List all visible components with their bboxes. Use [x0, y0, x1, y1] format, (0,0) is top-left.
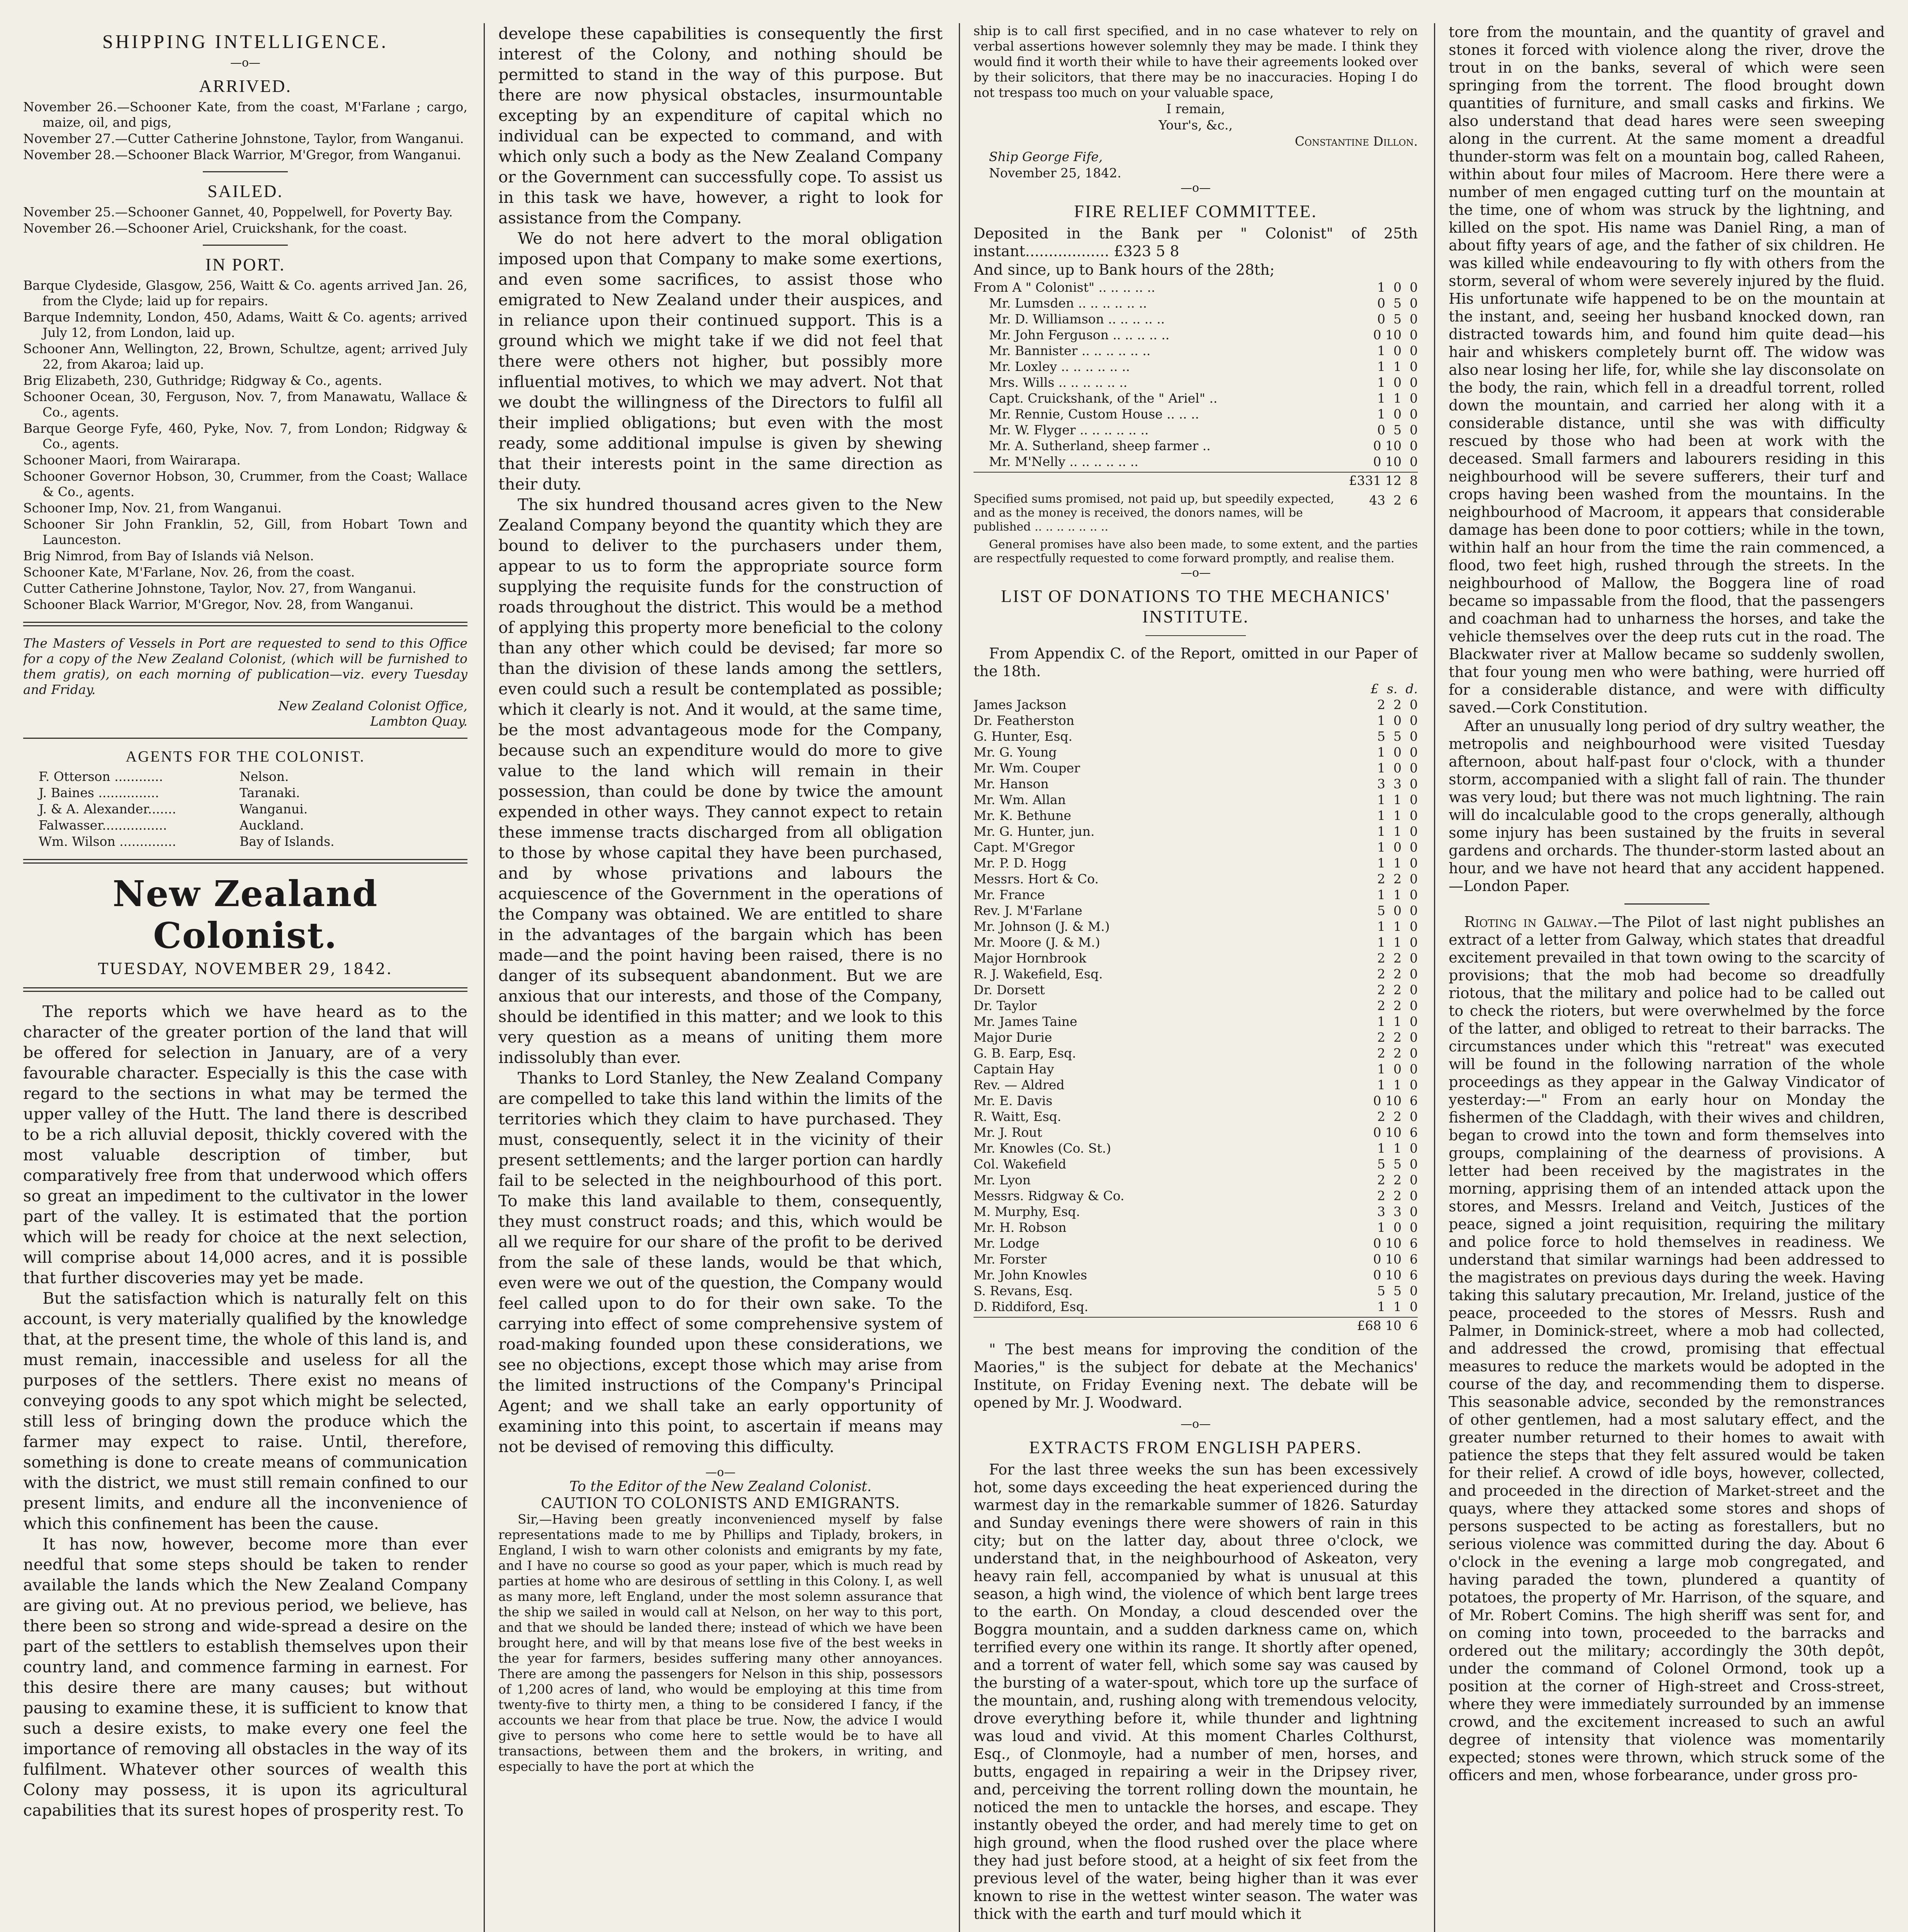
ledger-amount: 0 10 6: [1373, 1267, 1418, 1282]
ledger-name: Messrs. Ridgway & Co.: [974, 1188, 1125, 1203]
ledger-amount: 2 2 0: [1377, 1172, 1418, 1187]
double-rule: [23, 987, 467, 992]
ledger-name: Mr. Bannister .. .. .. .. .. ..: [989, 343, 1151, 358]
ledger-row: [974, 839, 1418, 855]
ledger-name: Mr. Forster: [974, 1252, 1047, 1267]
ledger-row: [974, 311, 1418, 327]
ledger-amount: 1 0 0: [1377, 280, 1418, 295]
ledger-amount: 2 2 0: [1377, 871, 1418, 886]
ledger-head: £ s. d.: [1371, 681, 1418, 696]
ledger-amount: 1 1 0: [1377, 919, 1418, 934]
ledger-row: [974, 422, 1418, 438]
ledger-name: Mr. J. Rout: [974, 1125, 1042, 1140]
ledger-row: [974, 1077, 1418, 1093]
ledger-row: [974, 950, 1418, 966]
column-3: [974, 23, 1418, 1932]
ledger-row: [974, 492, 1418, 534]
letter-close: I remain,: [1166, 101, 1225, 116]
agent-place: Nelson.: [240, 769, 289, 784]
ledger-name: Mrs. Wills .. .. .. .. .. ..: [989, 375, 1128, 390]
fire-deposited: Deposited in the Bank per " Colonist" of 25th instant.................. £323 5 8: [974, 225, 1418, 260]
rioting-body: The Pilot of last night publishes an extract of a letter from Galway, which states that dreadful excitement prevailed in that town owing to the scarcity of provisions; that the mob had become so dreadfully riotous, that the military and police had to be called out to check the rioters, but were overwhelmed by the force of the latter, and obliged to retreat to their barracks. The circumstances under which this "retreat" was executed will be found in the following narration of the whole proceedings as they appear in the Galway Vindicator of yesterday:—" From an early hour on Monday the fishermen of the Claddagh, with their wives and children, began to crowd into the town and form themselves into groups, complaining of the dearness of provisions. A letter had been received by the magistrates in the morning, apprising them of an intended attack upon the stores, and Messrs. Ireland and Veitch, Justices of the peace, signed a joint requisition, requiring the military and police force to hold themselves in readiness. We understand that similar warnings had been addressed to the magistrates on previous days during the week. Having taking this salutary precaution, Mr. Ireland, justice of the peace, proceeded to the stores of Messrs. Rush and Palmer, in Dominick-street, where a mob had collected, and addressed the crowd, promising that effectual measures to reduce the markets would be adopted in the course of the day, and recommending them to disperse. This seasonable advice, seconded by the remonstrances of other gentlemen, had a most salutary effect, and the greater number returned to their homes to await with patience the steps that they felt assured would be taken for their relief. A crowd of idle boys, however, collected, and proceeded in the direction of Market-street and the quays, where they attacked some stores and shops of persons suspected to be acting as forestallers, but no serious violence was committed during the day. About 6 o'clock in the evening a large mob congregated, and having paraded the town, plundered a quantity of potatoes, the property of Mr. Harrison, of the square, and of Mr. Robert Comins. The high sheriff was sent for, and on coming into town, proceeded to the barracks and ordered out the military; accordingly the 30th depôt, under the command of Colonel Ormond, took up a position at the corner of High-street and Cross-street, where they were immediately surrounded by an immense crowd, and the excitement increased to such an awful degree of intensity that violence was momentarily expected; stones were thrown, which struck some of the officers and men, whose forbearance, under gross pro-: [1449, 913, 1885, 1784]
ledger-name: Mr. John Ferguson .. .. .. .. ..: [989, 327, 1170, 342]
ledger-amount: 0 10 0: [1373, 327, 1418, 342]
ledger-row: [974, 1061, 1418, 1077]
ledger-row: [974, 728, 1418, 744]
ledger-amount: 1 0 0: [1377, 406, 1418, 422]
ledger-name: Dr. Dorsett: [974, 982, 1045, 997]
ledger-name: Rev. J. M'Farlane: [974, 903, 1082, 918]
ledger-row: [974, 406, 1418, 422]
mech-ledger: [974, 681, 1418, 1333]
ledger-row: [974, 1109, 1418, 1124]
double-rule: [23, 859, 467, 864]
ledger-amount: 1 1 0: [1377, 808, 1418, 823]
ledger-name: Mr. D. Williamson .. .. .. .. ..: [989, 311, 1165, 327]
ledger-row: [974, 792, 1418, 808]
ledger-row: [974, 295, 1418, 311]
ledger-row: [974, 1235, 1418, 1251]
ledger-name: Mr. James Taine: [974, 1014, 1077, 1029]
inport-item: Schooner Ocean, 30, Ferguson, Nov. 7, from Manawatu, Wallace & Co., agents.: [23, 389, 467, 420]
editorial-paragraph: develope these capabilities is consequently the first interest of the Colony, and nothing should be permitted to stand in the way of this purpose. But there are now physical obstacles, insurmountable excepting by an expenditure of capital which no individual can be expected to command, and with which only such a body as the New Zealand Company or the Government can successfully cope. To assist us in this task we have, however, a right to look for assistance from the Company.: [498, 24, 943, 227]
ledger-row: [974, 713, 1418, 728]
ledger-amount: 2 2 0: [1377, 1030, 1418, 1045]
ledger-name: Major Hornbrook: [974, 951, 1087, 966]
agents-title: AGENTS FOR THE COLONIST.: [126, 748, 365, 765]
ledger-name: Mr. G. Hunter, jun.: [974, 824, 1095, 839]
ledger-row: [974, 1014, 1418, 1029]
ledger-name: Mr. A. Sutherland, sheep farmer ..: [989, 438, 1211, 453]
ledger-row: [974, 903, 1418, 918]
mech-title: LIST OF DONATIONS TO THE MECHANICS' INSTITUTE.: [1001, 586, 1391, 626]
ledger-name: Mr. K. Bethune: [974, 808, 1071, 823]
ledger-name: James Jackson: [974, 697, 1067, 712]
ledger-row: [974, 887, 1418, 903]
letter-close: Your's, &c.,: [1159, 117, 1233, 133]
sailed-item: November 25.—Schooner Gannet, 40, Poppelwell, for Poverty Bay.: [23, 204, 453, 219]
ledger-amount: 0 5 0: [1377, 296, 1418, 311]
ledger-row: [974, 1156, 1418, 1172]
column-rule: [484, 23, 485, 1932]
inport-item: Schooner Governor Hobson, 30, Crummer, from the Coast; Wallace & Co., agents.: [23, 469, 467, 499]
ledger-total: £68 10 6: [1357, 1318, 1418, 1333]
ledger-amount: 1 0 0: [1377, 1220, 1418, 1235]
ledger-amount: 1 1 0: [1377, 391, 1418, 406]
ledger-row: [974, 808, 1418, 823]
agent-name: Wm. Wilson ..............: [39, 834, 177, 849]
ornament: —o—: [1180, 1417, 1211, 1431]
ledger-head-row: [974, 681, 1418, 697]
ledger-amount: 2 2 0: [1377, 998, 1418, 1013]
arrived-item: November 27.—Cutter Catherine Johnstone, Taylor, from Wanganui.: [23, 131, 464, 146]
inport-item: Schooner Kate, M'Farlane, Nov. 26, from the coast.: [23, 565, 355, 580]
agent-place: Auckland.: [240, 818, 304, 833]
agent-row: [23, 801, 467, 817]
ledger-amount: 1 1 0: [1377, 359, 1418, 374]
ledger-row: [974, 760, 1418, 776]
ledger-name: Mr. M'Nelly .. .. .. .. .. ..: [989, 454, 1138, 469]
ledger-name: Mr. Lumsden .. .. .. .. .. ..: [989, 296, 1147, 311]
editorial-paragraph: The reports which we have heard as to the character of the greater portion of the land that will be offered for selection in January, are of a very favourable character. Especially is this the case with regard to the sections in what may be termed the upper valley of the Hutt. The land there is described to be a rich alluvial deposit, thickly covered with the most valuable description of timber, but comparatively free from that underwood which offers so great an impediment to the cultivator in the lower part of the valley. It is estimated that the portion which will be ready for choice at the next selection, will comprise about 14,000 acres, and it is possible that further discoveries may yet be made.: [23, 1002, 467, 1287]
editorial-paragraph: But the satisfaction which is naturally felt on this account, is very materially qualified by the knowledge that, at the present time, the whole of this land is, and must remain, inaccessible and useless for all the purposes of the settlers. There exist no means of conveying goods to any spot which might be selected, still less of bringing down the produce which the farmer may expect to raise. Until, therefore, something is done to create means of communication with the district, we must still remain confined to our present limits, and endure all the inconvenience of which this confinement has been the cause.: [23, 1289, 467, 1533]
extracts-title: EXTRACTS FROM ENGLISH PAPERS.: [1029, 1437, 1363, 1457]
ledger-name: Mr. France: [974, 887, 1045, 902]
ledger-total: £331 12 8: [1349, 473, 1418, 488]
inport-item: Schooner Imp, Nov. 21, from Wanganui.: [23, 500, 282, 515]
agent-row: [23, 833, 467, 850]
inport-item: Schooner Maori, from Wairarapa.: [23, 452, 241, 468]
inport-item: Schooner Sir John Franklin, 52, Gill, from Hobart Town and Launceston.: [23, 517, 467, 547]
editorial-paragraph: We do not here advert to the moral obligation imposed upon that Company to make some exertions, and even some sacrifices, to assist those who emigrated to New Zealand under their auspices, and in reliance upon their continued support. This is a ground which we might take if we did not feel that there were others not higher, but possibly more influential motives, to which we may advert. Not that we doubt the willingness of the Directors to fulfil all their implied obligations; but even with the most ready, some additional impulse is given by shewing that their interests point in the same direction as their duty.: [498, 229, 943, 493]
mech-intro: From Appendix C. of the Report, omitted in our Paper of the 18th.: [974, 645, 1418, 680]
ledger-amount: 2 2 0: [1377, 1109, 1418, 1124]
column-2: [498, 23, 943, 1932]
letter-place: Ship George Fife,: [989, 149, 1103, 164]
ledger-row: [974, 1140, 1418, 1156]
ledger-name: Mr. Hanson: [974, 776, 1049, 791]
ledger-amount: 2 2 0: [1377, 1046, 1418, 1061]
ledger-amount: 1 1 0: [1377, 824, 1418, 839]
ledger-name: Mr. Rennie, Custom House .. .. ..: [989, 406, 1199, 422]
ledger-name: Mr. Loxley .. .. .. .. .. ..: [989, 359, 1130, 374]
inport-item: Schooner Black Warrior, M'Gregor, Nov. 28, from Wanganui.: [23, 597, 414, 612]
column-4: [1449, 23, 1885, 1932]
ledger-amount: 1 0 0: [1377, 343, 1418, 358]
fire-title: FIRE RELIEF COMMITTEE.: [1074, 201, 1317, 221]
column-rule: [1434, 23, 1435, 1932]
ledger-amount: 1 0 0: [1377, 713, 1418, 728]
inport-item: Cutter Catherine Johnstone, Taylor, Nov. 27, from Wanganui.: [23, 581, 416, 596]
ledger-name: Dr. Taylor: [974, 998, 1037, 1013]
ledger-row: [974, 1188, 1418, 1204]
letter-body: Sir,—Having been greatly inconvenienced myself by false representations made to me by Phillips and Tiplady, brokers, in England, I wish to warn other colonists and emigrants by my fate, and I have no course so good as your paper, which is much read by parties at home who are desirous of settling in this Colony. I, as well as many more, left England, under the most solemn assurance that the ship we sailed in would call at Nelson, on her way to this port, and that we should be landed there; instead of which we have been brought here, and will by that means lose five of the best weeks in the year for farmers, besides suffering many other annoyances. There are among the passengers for Nelson in this ship, possessors of 1,200 acres of land, who would be employing at this time from twenty-five to thirty men, a thing to be considered I fancy, if the accounts we hear from that place be true. Now, the advice I would give to persons who come here to settle would be to have all transactions, between them and the brokers, in writing, and especially to have the port at which the: [498, 1512, 943, 1774]
separator: [23, 738, 467, 739]
ledger-name: Dr. Featherston: [974, 713, 1075, 728]
ledger-row: [974, 343, 1418, 359]
ledger-name: G. Hunter, Esq.: [974, 729, 1073, 744]
ledger-amount: 1 1 0: [1377, 1141, 1418, 1156]
ledger-name: Mr. H. Robson: [974, 1220, 1067, 1235]
ledger-row: [974, 744, 1418, 760]
editorial-paragraph: The six hundred thousand acres given to the New Zealand Company beyond the quantity which they are bound to deliver to the purchasers under them, appear to us to form the appropriate source form supplying the requisite funds for the construction of roads throughout the district. This would be a method of applying this property more beneficial to the colony than any other which could be devised; far more so than the division of these lands among the settlers, even could such a result be contemplated as possible; which it clearly is not. And it would, at the same time, be the most advantageous mode for the Company, because such an expenditure would do more to give value to the land which will remain in their possession, than could be done by twice the amount expended in other ways. They cannot expect to retain these immense tracts discharged from all obligation to those by whose capital they have been purchased, and by whose privations and labours the acquiescence of the Government in the operations of the Company was obtained. We are entitled to share in the advantages of the bargain which has been made—and the point having been raised, there is no danger of its subsequent abandonment. But we are anxious that our interests, and those of the Company, should be identified in this matter; and we look to this very question as a means of uniting them more indissolubly than ever.: [498, 495, 943, 1067]
ledger-name: R. Waitt, Esq.: [974, 1109, 1062, 1124]
ledger-amount: 5 5 0: [1377, 1156, 1418, 1172]
ledger-name: Capt. M'Gregor: [974, 840, 1075, 855]
editorial-paragraph: It has now, however, become more than ever needful that some steps should be taken to render available the lands which the New Zealand Company are giving out. At no previous period, we believe, has there been so strong and wide-spread a desire on the part of the settlers to establish themselves upon their country land, and commence farming in earnest. For this desire there are many causes; but without pausing to examine these, it is sufficient to know that such a desire exists, to make every one feel the importance of removing all obstacles in the way of its fulfilment. Whatever other sources of wealth this Colony may possess, it is upon its agricultural capabilities that its surest hopes of prosperity rest. To: [23, 1534, 467, 1820]
ledger-row: [974, 776, 1418, 792]
arrived-item: November 28.—Schooner Black Warrior, M'Gregor, from Wanganui.: [23, 147, 461, 162]
separator: [1624, 903, 1709, 905]
ledger-amount: 0 10 0: [1373, 454, 1418, 469]
ledger-amount: 2 2 0: [1377, 1188, 1418, 1203]
double-rule: [23, 622, 467, 626]
agent-row: [23, 817, 467, 833]
ledger-amount: 1 0 0: [1377, 745, 1418, 760]
ledger-amount: 3 3 0: [1377, 1204, 1418, 1219]
extracts-paragraph: After an unusually long period of dry sultry weather, the metropolis and neighbourhood were visited Tuesday afternoon, about half-past four o'clock, with a thunder storm, accompanied with a slight fall of rain. The thunder was very loud; but there was not much lightning. The rain will do incalculable good to the crops generally, although some injury has been sustained by the fruits in several gardens and orchards. The thunder-storm lasted about an hour, and we have not heard that any accident happened.—London Paper.: [1449, 718, 1885, 895]
ledger-name: Mr. Johnson (J. & M.): [974, 919, 1110, 934]
agent-place: Taranaki.: [240, 785, 300, 800]
ledger-amount: 0 5 0: [1377, 311, 1418, 327]
mech-debate: " The best means for improving the condition of the Maories," is the subject for debate at the Mechanics' Institute, on Friday Evening next. The debate will be opened by Mr. J. Woodward.: [974, 1341, 1418, 1411]
ledger-amount: 2 2 0: [1377, 982, 1418, 997]
agent-row: [23, 769, 467, 785]
ledger-row: [974, 1219, 1418, 1235]
letter-continued: ship is to call first specified, and in no case whatever to rely on verbal assertions however solemnly they may be made. I think they would find it worth their while to have their agreements looked over by their solicitors, that there may be no inaccuracies. Hoping I do not trespass too much on your valuable space,: [974, 23, 1418, 100]
inport-item: Brig Nimrod, from Bay of Islands viâ Nelson.: [23, 548, 314, 563]
inport-item: Barque George Fyfe, 460, Pyke, Nov. 7, from London; Ridgway & Co., agents.: [23, 421, 467, 451]
ledger-row: [974, 1124, 1418, 1140]
ledger-amount: 1 0 0: [1377, 760, 1418, 776]
letter-signature: Constantine Dillon.: [1295, 134, 1418, 149]
ledger-name: Capt. Cruickshank, of the " Ariel" ..: [989, 391, 1218, 406]
ledger-row: [974, 1093, 1418, 1109]
ledger-name: G. B. Earp, Esq.: [974, 1046, 1076, 1061]
ledger-name: From A " Colonist" .. .. .. .. ..: [974, 280, 1155, 295]
masthead: New Zealand Colonist.: [112, 873, 378, 956]
ledger-amount: 1 1 0: [1377, 792, 1418, 807]
ledger-name: Captain Hay: [974, 1061, 1054, 1077]
agent-row: [23, 785, 467, 801]
ledger-name: Mr. Lyon: [974, 1172, 1031, 1187]
ledger-name: Mr. G. Young: [974, 745, 1057, 760]
arrived-item: November 26.—Schooner Kate, from the coast, M'Farlane ; cargo, maize, oil, and pigs,: [23, 99, 467, 130]
ledger-name: Rev. — Aldred: [974, 1077, 1065, 1092]
ledger-row: [974, 934, 1418, 950]
letter-title: CAUTION TO COLONISTS AND EMIGRANTS.: [541, 1495, 900, 1512]
extracts-body: For the last three weeks the sun has been excessively hot, some days exceeding the heat experienced during the warmest day in the remarkable summer of 1826. Saturday and Sunday evenings there were showers of rain in this city; but on the latter day, about three o'clock, we understand that, in the neighbourhood of Askeaton, very heavy rain fell, accompanied by what is unusual at this season, a high wind, the violence of which bent large trees to the earth. On Monday, a cloud descended over the Boggra mountain, and a sudden darkness came on, which terrified every one within its range. It shortly after opened, and a torrent of water fell, which some say was caused by the bursting of a water-spout, which tore up the surface of the mountain, and, rushing along with tremendous velocity, drove everything before it, while thunder and lightning was loud and vivid. At this moment Charles Colthurst, Esq., of Clonmoyle, had a number of men, horses, and butts, engaged in repairing a weir in the Dripsey river, and, perceiving the torrent rolling down the mountain, he noticed the men to untackle the horses, and escape. They instantly obeyed the order, and had merely time to get on high ground, when the flood rushed over the place where they had just before stood, at a height of six feet from the previous level of the water, being higher than it was ever known to rise in the wettest winter season. The water was thick with the earth and turf mould which it: [974, 1461, 1418, 1922]
ledger-row: [974, 359, 1418, 374]
ledger-row: [974, 871, 1418, 887]
fire-general: General promises have also been made, to some extent, and the parties are respectfully requested to come forward promptly, and realise them.: [974, 538, 1418, 565]
arrived-title: ARRIVED.: [199, 76, 292, 96]
ledger-amount: 1 1 0: [1377, 1014, 1418, 1029]
ledger-row: [974, 1045, 1418, 1061]
separator: [203, 245, 288, 246]
ledger-row: [974, 1251, 1418, 1267]
ledger-row: [974, 438, 1418, 454]
ledger-amount: 5 5 0: [1377, 729, 1418, 744]
ledger-row: [974, 327, 1418, 343]
newspaper-page: [23, 23, 1885, 1932]
ornament: —o—: [1180, 566, 1211, 580]
ledger-row: [974, 1299, 1418, 1315]
ledger-name: Major Durie: [974, 1030, 1052, 1045]
ledger-row: [974, 697, 1418, 713]
ledger-row: [974, 918, 1418, 934]
column-1: [23, 23, 467, 1932]
inport-title: IN PORT.: [205, 255, 285, 274]
ledger-amount: 5 5 0: [1377, 1283, 1418, 1298]
ledger-amount: 0 10 6: [1373, 1125, 1418, 1140]
ledger-amount: 1 0 0: [1377, 375, 1418, 390]
masters-notice: The Masters of Vessels in Port are requested to send to this Office for a copy of the New Zealand Colonist, (which will be furnished to them gratis), on each morning of publication—viz. every Tuesday and Friday.: [23, 636, 467, 697]
ledger-row: [974, 823, 1418, 839]
inport-item: Barque Clydeside, Glasgow, 256, Waitt & Co. agents arrived Jan. 26, from the Clyde; laid up for repairs.: [23, 278, 467, 308]
masters-signature: Lambton Quay.: [370, 714, 467, 729]
ledger-amount: 1 0 0: [1377, 840, 1418, 855]
masters-signature: New Zealand Colonist Office,: [278, 698, 467, 713]
ledger-row: [974, 1204, 1418, 1219]
ledger-amount: 2 2 0: [1377, 951, 1418, 966]
dateline: TUESDAY, NOVEMBER 29, 1842.: [98, 960, 393, 978]
ledger-amount: 3 3 0: [1377, 776, 1418, 791]
ledger-amount: 1 1 0: [1377, 1299, 1418, 1314]
ledger-name: Mr. Wm. Allan: [974, 792, 1066, 807]
agent-name: J. Baines ...............: [39, 785, 159, 800]
ledger-row: [974, 1283, 1418, 1299]
ledger-total-row: [974, 472, 1418, 488]
inport-item: Barque Indemnity, London, 450, Adams, Waitt & Co. agents; arrived July 12, from London, laid up.: [23, 310, 467, 340]
ledger-row: [974, 855, 1418, 871]
ledger-name: R. J. Wakefield, Esq.: [974, 966, 1103, 981]
separator: [203, 171, 288, 172]
rioting-heading: Rioting in Galway.—: [1464, 913, 1612, 930]
ledger-amount: 43 2 6: [1369, 493, 1418, 508]
ledger-name: S. Revans, Esq.: [974, 1283, 1073, 1298]
inport-item: Schooner Ann, Wellington, 22, Brown, Schultze, agent; arrived July 22, from Akaroa; laid up.: [23, 341, 467, 372]
shipping-title: SHIPPING INTELLIGENCE.: [102, 31, 389, 52]
agent-name: Falwasser................: [39, 818, 167, 833]
ledger-amount: 0 10 6: [1373, 1093, 1418, 1108]
ledger-row: [974, 1172, 1418, 1188]
ledger-name: Mr. Wm. Couper: [974, 760, 1080, 776]
ledger-amount: 1 0 0: [1377, 1061, 1418, 1077]
ledger-amount: 5 0 0: [1377, 903, 1418, 918]
ledger-name: Messrs. Hort & Co.: [974, 871, 1099, 886]
ledger-amount: 0 10 0: [1373, 438, 1418, 453]
column-rule: [959, 23, 960, 1932]
ledger-name: Mr. P. D. Hogg: [974, 855, 1067, 871]
fire-specified: Specified sums promised, not paid up, but speedily expected, and as the money is received, the donors names, will be published .. .. .. .. .. .. ..: [974, 492, 1334, 534]
extracts-continued: tore from the mountain, and the quantity of gravel and stones it forced with violence along the river, drove the trout in on the banks, several of which were seen springing from the torrent. The flood brought down quantities of furniture, and small casks and firkins. We also understand that dead hares were seen sweeping along in the current. At the same moment a dreadful thunder-storm was felt on a mountain bog, called Raheen, within about four miles of Macroom. Here there were a number of men engaged cutting turf on the mountain at the time, one of whom was struck by the lightning, and killed on the spot. His name was Daniel Ring, a man of about fifty years of age, and the father of six children. He was killed while endeavouring to fly with others from the storm, several of whom were severely injured by the fluid. His unfortunate wife happened to be on the mountain at the instant, and, seeing her husband knocked down, ran distracted towards him, and found him quite dead—his hair and whiskers completely burnt off. The widow was also near losing her life, for, while she lay disconsolate on the body, the rain, which fell in a dreadful torrent, rolled down the mountain, and carried her along with it a considerable distance, until she was with difficulty rescued by those who had been at work with the deceased. Small farmers and labourers residing in this neighbourhood will be severe sufferers, their turf and crops having been washed from the mountains. In the neighbourhood of Macroom, it appears that considerable damage has been done to poor cottiers; while in the town, within half an hour from the time the rain commenced, a flood, two feet high, rushed through the streets. In the neighbourhood of Mallow, the Boggera line of road became so impassable from the flood, that the passengers and coachman had to unharness the horses, and take the vehicle themselves over the deep ruts cut in the road. The Blackwater river at Mallow became so suddenly swollen, that four young men who were bathing, were hurried off for a considerable distance, and were with difficulty saved.—Cork Constitution.: [1449, 24, 1885, 716]
ledger-name: M. Murphy, Esq.: [974, 1204, 1080, 1219]
ledger-amount: 0 5 0: [1377, 422, 1418, 437]
ornament: —o—: [705, 1466, 736, 1479]
editorial-paragraph: Thanks to Lord Stanley, the New Zealand Company are compelled to take this land within the limits of the territories which they claim to have purchased. They must, consequently, select it in the vicinity of their present settlements; and the larger portion can hardly fail to be selected in the neighbourhood of this port. To make this land available to them, consequently, they must construct roads; and this, which would be all we require for our share of the profit to be derived from the sale of these lands, would be that which, even were we out of the question, the Company would feel called upon to do for their own sake. To the carrying into effect of some comprehensive system of road-making founded upon these considerations, we see no objections, except those which may arise from the limited instructions of the Company's Principal Agent; and we shall take an early opportunity of examining into this point, to ascertain if means may not be devised of removing this difficulty.: [498, 1068, 943, 1456]
ledger-row: [974, 390, 1418, 406]
letter-date: November 25, 1842.: [989, 165, 1121, 180]
fire-ledger: [974, 279, 1418, 534]
ledger-amount: 1 1 0: [1377, 935, 1418, 950]
ledger-name: Mr. Lodge: [974, 1236, 1040, 1251]
ledger-name: Col. Wakefield: [974, 1156, 1067, 1172]
ledger-amount: 1 1 0: [1377, 855, 1418, 871]
inport-item: Brig Elizabeth, 230, Guthridge; Ridgway & Co., agents.: [23, 373, 382, 388]
ledger-row: [974, 454, 1418, 469]
ornament: —o—: [1180, 181, 1211, 195]
sailed-title: SAILED.: [207, 181, 284, 201]
ledger-row: [974, 1029, 1418, 1045]
ledger-name: Mr. Knowles (Co. St.): [974, 1141, 1111, 1156]
agent-place: Bay of Islands.: [240, 834, 335, 849]
ledger-row: [974, 966, 1418, 982]
sailed-item: November 26.—Schooner Ariel, Cruickshank, for the coast.: [23, 221, 407, 236]
ledger-name: Mr. W. Flyger .. .. .. .. .. ..: [989, 422, 1149, 437]
ornament: —o—: [230, 56, 261, 70]
ledger-row: [974, 374, 1418, 390]
fire-since: And since, up to Bank hours of the 28th;: [974, 261, 1275, 278]
ledger-total-row: [974, 1317, 1418, 1333]
ledger-row: [974, 998, 1418, 1014]
ledger-row: [974, 279, 1418, 295]
ledger-name: Mr. John Knowles: [974, 1267, 1087, 1282]
agent-name: J. & A. Alexander.......: [39, 801, 177, 816]
ledger-name: Mr. E. Davis: [974, 1093, 1053, 1108]
ledger-row: [974, 982, 1418, 998]
ledger-amount: 2 2 0: [1377, 966, 1418, 981]
letter-to: To the Editor of the New Zealand Colonist.: [569, 1479, 872, 1495]
ledger-row: [974, 1267, 1418, 1283]
separator: [1145, 635, 1246, 636]
agent-place: Wanganui.: [240, 801, 308, 816]
agent-name: F. Otterson ............: [39, 769, 163, 784]
ledger-amount: 1 1 0: [1377, 887, 1418, 902]
ledger-name: D. Riddiford, Esq.: [974, 1299, 1089, 1314]
ledger-name: Mr. Moore (J. & M.): [974, 935, 1100, 950]
ledger-amount: 0 10 6: [1373, 1252, 1418, 1267]
rioting-paragraph: [1449, 913, 1885, 1784]
ledger-amount: 2 2 0: [1377, 697, 1418, 712]
ledger-amount: 0 10 6: [1373, 1236, 1418, 1251]
ledger-amount: 1 1 0: [1377, 1077, 1418, 1092]
